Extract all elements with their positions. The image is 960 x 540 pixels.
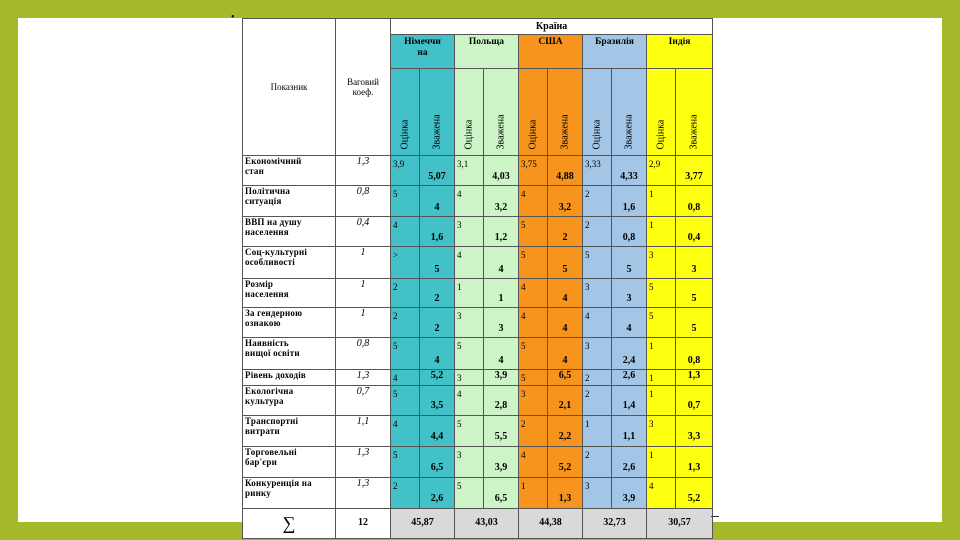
total-usa: 44,38 — [519, 508, 583, 538]
weight-cell: 1,3 — [336, 156, 391, 186]
country-header-brazil: Бразилія — [583, 35, 647, 69]
score-cell-usa: 4 — [519, 308, 548, 338]
sum-row — [243, 508, 713, 538]
indicator-cell — [243, 338, 336, 370]
indicator-line1: Наявність — [245, 338, 289, 348]
weighted-cell-germany: 4 — [420, 186, 455, 217]
score-cell-germany: 4 — [391, 217, 420, 247]
score-cell-usa: 1 — [519, 477, 548, 508]
weighted-cell-poland: 6,5 — [484, 477, 519, 508]
score-cell-poland: 5 — [455, 477, 484, 508]
score-cell-india: 1 — [647, 385, 676, 415]
table-corner-mark — [711, 516, 719, 517]
weighted-cell-usa: 2,2 — [548, 415, 583, 446]
indicator-line2: населення — [245, 289, 289, 300]
indicator-line1: Політична — [245, 186, 291, 196]
score-cell-usa: 5 — [519, 247, 548, 279]
indicator-line1: Екологічна — [245, 385, 294, 396]
table-wrapper — [223, 12, 717, 533]
weighted-cell-germany: 6,5 — [420, 446, 455, 477]
score-header-india — [647, 69, 676, 156]
score-cell-germany: 3,9 — [391, 156, 420, 186]
weighted-cell-germany: 4 — [420, 338, 455, 370]
score-cell-usa: 2 — [519, 415, 548, 446]
score-cell-poland: 3 — [455, 217, 484, 247]
country-name-line1: Німеччи — [404, 37, 441, 47]
score-label: Оцінка — [527, 119, 539, 149]
indicator-cell — [243, 247, 336, 279]
weighted-cell-brazil: 5 — [612, 247, 647, 279]
score-cell-poland: 5 — [455, 338, 484, 370]
weighted-cell-poland: 3 — [484, 308, 519, 338]
weighted-cell-germany: 2 — [420, 308, 455, 338]
indicator-cell — [243, 308, 336, 338]
score-cell-brazil: 2 — [583, 446, 612, 477]
table-row — [243, 415, 713, 446]
weighted-cell-usa: 5,2 — [548, 446, 583, 477]
weighted-cell-india: 3 — [676, 247, 713, 279]
weighted-cell-usa: 2,1 — [548, 385, 583, 415]
weighted-cell-germany: 2,6 — [420, 477, 455, 508]
indicator-line1: За гендерною — [245, 308, 303, 318]
weighted-cell-india: 3,77 — [676, 156, 713, 186]
indicator-line2: ситуація — [245, 196, 282, 207]
indicator-line1: Конкуренція на — [245, 477, 312, 488]
weight-cell: 0,7 — [336, 385, 391, 415]
weighted-cell-brazil: 0,8 — [612, 217, 647, 247]
weighted-cell-india: 5 — [676, 308, 713, 338]
score-cell-poland: 3,1 — [455, 156, 484, 186]
weighted-cell-poland: 3,9 — [484, 370, 519, 386]
indicator-cell — [243, 279, 336, 308]
score-label: Оцінка — [591, 119, 603, 149]
indicator-line2: ознакою — [245, 318, 281, 329]
weighted-label: Зважена — [623, 113, 635, 149]
score-cell-brazil: 2 — [583, 186, 612, 217]
indicator-line2: ринку — [245, 487, 271, 498]
indicator-line2: бар'єри — [245, 456, 277, 467]
weighted-header-usa — [548, 69, 583, 156]
score-cell-brazil: 5 — [583, 247, 612, 279]
score-cell-brazil: 2 — [583, 385, 612, 415]
score-cell-germany: 4 — [391, 415, 420, 446]
weighted-cell-germany: 5,2 — [420, 370, 455, 386]
weighted-cell-germany: 4,4 — [420, 415, 455, 446]
indicator-cell — [243, 186, 336, 217]
score-cell-brazil: 3 — [583, 279, 612, 308]
score-cell-poland: 3 — [455, 308, 484, 338]
weighted-cell-germany: 5 — [420, 247, 455, 279]
weighted-cell-usa: 4 — [548, 338, 583, 370]
score-cell-germany: 5 — [391, 446, 420, 477]
score-cell-usa: 4 — [519, 186, 548, 217]
weighted-cell-poland: 4,03 — [484, 156, 519, 186]
indicator-line1: Соц-культурні — [245, 247, 308, 257]
country-header-usa: США — [519, 35, 583, 69]
weighted-cell-brazil: 4 — [612, 308, 647, 338]
weighted-header-brazil — [612, 69, 647, 156]
weighted-cell-brazil: 2,6 — [612, 370, 647, 386]
weighted-cell-india: 0,8 — [676, 338, 713, 370]
score-cell-india: 1 — [647, 338, 676, 370]
weighted-cell-poland: 3,2 — [484, 186, 519, 217]
indicator-line2: особливості — [245, 257, 295, 268]
weighted-header-poland — [484, 69, 519, 156]
score-cell-usa: 5 — [519, 370, 548, 386]
score-cell-germany: 2 — [391, 308, 420, 338]
indicator-line2: вищої освіти — [245, 348, 300, 359]
weighted-cell-poland: 2,8 — [484, 385, 519, 415]
weighted-cell-india: 3,3 — [676, 415, 713, 446]
score-cell-germany: 5 — [391, 186, 420, 217]
indicator-cell — [243, 385, 336, 415]
score-header-poland — [455, 69, 484, 156]
country-group-header: Країна — [391, 19, 713, 35]
weighted-label: Зважена — [559, 113, 571, 149]
indicator-cell — [243, 370, 336, 386]
weighted-cell-poland: 1,2 — [484, 217, 519, 247]
weighted-cell-germany: 3,5 — [420, 385, 455, 415]
weighted-cell-poland: 4 — [484, 338, 519, 370]
weight-total: 12 — [336, 508, 391, 538]
weight-cell: 1,1 — [336, 415, 391, 446]
table-row — [243, 477, 713, 508]
score-cell-india: 5 — [647, 279, 676, 308]
score-cell-usa: 3 — [519, 385, 548, 415]
weighted-cell-brazil: 1,1 — [612, 415, 647, 446]
indicator-line1: Торговельні — [245, 446, 297, 457]
score-cell-poland: 1 — [455, 279, 484, 308]
score-header-germany — [391, 69, 420, 156]
weighted-cell-india: 0,8 — [676, 186, 713, 217]
indicator-line1: ВВП на душу — [245, 217, 302, 227]
weighted-cell-poland: 4 — [484, 247, 519, 279]
weighted-cell-brazil: 3 — [612, 279, 647, 308]
score-cell-india: 5 — [647, 308, 676, 338]
total-germany: 45,87 — [391, 508, 455, 538]
weight-header: Ваговий коеф. — [336, 19, 391, 156]
weighted-cell-poland: 5,5 — [484, 415, 519, 446]
weight-cell: 0,8 — [336, 338, 391, 370]
weighted-cell-usa: 4,88 — [548, 156, 583, 186]
weight-cell: 1,3 — [336, 446, 391, 477]
weighted-cell-usa: 4 — [548, 279, 583, 308]
score-cell-india: 3 — [647, 247, 676, 279]
score-cell-usa: 5 — [519, 338, 548, 370]
score-cell-brazil: 1 — [583, 415, 612, 446]
weight-cell: 1 — [336, 279, 391, 308]
weight-cell: 0,4 — [336, 217, 391, 247]
indicator-line1: Розмір — [245, 279, 274, 289]
weighted-cell-india: 5,2 — [676, 477, 713, 508]
score-cell-india: 1 — [647, 446, 676, 477]
weighted-cell-usa: 2 — [548, 217, 583, 247]
weighted-cell-brazil: 3,9 — [612, 477, 647, 508]
table-row — [243, 308, 713, 338]
weighted-cell-india: 1,3 — [676, 446, 713, 477]
weighted-cell-india: 0,4 — [676, 217, 713, 247]
weighted-cell-poland: 3,9 — [484, 446, 519, 477]
score-cell-germany: 2 — [391, 279, 420, 308]
weighted-cell-india: 5 — [676, 279, 713, 308]
score-cell-brazil: 4 — [583, 308, 612, 338]
table-row — [243, 279, 713, 308]
score-cell-brazil: 3 — [583, 477, 612, 508]
table-row — [243, 247, 713, 279]
weighted-cell-usa: 5 — [548, 247, 583, 279]
indicator-line1: Рівень доходів — [245, 370, 306, 380]
score-cell-germany: 4 — [391, 370, 420, 386]
score-cell-india: 3 — [647, 415, 676, 446]
indicator-line2: населення — [245, 227, 289, 238]
score-cell-germany: 5 — [391, 338, 420, 370]
slide — [18, 12, 942, 533]
weighted-header-germany — [420, 69, 455, 156]
score-cell-germany: 5 — [391, 385, 420, 415]
indicator-cell — [243, 446, 336, 477]
country-header-poland: Польща — [455, 35, 519, 69]
weighted-cell-usa: 6,5 — [548, 370, 583, 386]
score-cell-india: 1 — [647, 186, 676, 217]
score-cell-india: 2,9 — [647, 156, 676, 186]
score-cell-india: 1 — [647, 370, 676, 386]
score-cell-germany: > — [391, 247, 420, 279]
indicator-line1: Економічний — [245, 156, 302, 166]
weighted-cell-brazil: 1,4 — [612, 385, 647, 415]
score-cell-usa: 5 — [519, 217, 548, 247]
indicator-header: Показник — [243, 19, 336, 156]
weight-cell: 1 — [336, 247, 391, 279]
weighted-cell-brazil: 2,6 — [612, 446, 647, 477]
score-cell-usa: 4 — [519, 279, 548, 308]
table-row — [243, 217, 713, 247]
score-cell-poland: 5 — [455, 415, 484, 446]
table-row — [243, 156, 713, 186]
weighted-cell-poland: 1 — [484, 279, 519, 308]
weight-cell: 0,8 — [336, 186, 391, 217]
weighted-cell-germany: 1,6 — [420, 217, 455, 247]
table-row — [243, 385, 713, 415]
table-row — [243, 446, 713, 477]
score-label: Оцінка — [399, 119, 411, 149]
sum-symbol: ∑ — [243, 508, 336, 538]
indicator-line2: стан — [245, 166, 265, 177]
weighted-cell-brazil: 2,4 — [612, 338, 647, 370]
weighted-cell-brazil: 1,6 — [612, 186, 647, 217]
weight-cell: 1,3 — [336, 370, 391, 386]
country-name-line2: на — [417, 47, 428, 58]
score-cell-poland: 4 — [455, 186, 484, 217]
score-cell-india: 1 — [647, 217, 676, 247]
weight-cell: 1,3 — [336, 477, 391, 508]
indicator-cell — [243, 217, 336, 247]
indicator-line1: Транспортні — [245, 415, 299, 426]
indicator-line2: культура — [245, 395, 284, 406]
weighted-cell-india: 0,7 — [676, 385, 713, 415]
total-poland: 43,03 — [455, 508, 519, 538]
weighted-header-india — [676, 69, 713, 156]
total-india: 30,57 — [647, 508, 713, 538]
total-brazil: 32,73 — [583, 508, 647, 538]
score-cell-brazil: 2 — [583, 217, 612, 247]
score-cell-usa: 4 — [519, 446, 548, 477]
weighted-cell-india: 1,3 — [676, 370, 713, 386]
score-cell-germany: 2 — [391, 477, 420, 508]
table-row — [243, 338, 713, 370]
score-header-usa — [519, 69, 548, 156]
indicator-cell — [243, 156, 336, 186]
table-row — [243, 370, 713, 386]
score-cell-brazil: 2 — [583, 370, 612, 386]
country-header-india: Індія — [647, 35, 713, 69]
weighted-cell-usa: 1,3 — [548, 477, 583, 508]
score-cell-poland: 4 — [455, 385, 484, 415]
score-cell-poland: 3 — [455, 446, 484, 477]
weighted-label: Зважена — [495, 113, 507, 149]
score-cell-india: 4 — [647, 477, 676, 508]
weighted-label: Зважена — [688, 113, 700, 149]
score-label: Оцінка — [463, 119, 475, 149]
weighted-label: Зважена — [431, 113, 443, 149]
indicator-cell — [243, 477, 336, 508]
weight-cell: 1 — [336, 308, 391, 338]
score-cell-usa: 3,75 — [519, 156, 548, 186]
score-header-brazil — [583, 69, 612, 156]
indicator-line2: витрати — [245, 425, 280, 436]
score-cell-poland: 4 — [455, 247, 484, 279]
country-rating-table — [242, 18, 713, 539]
weighted-cell-germany: 5,07 — [420, 156, 455, 186]
score-cell-brazil: 3,33 — [583, 156, 612, 186]
indicator-cell — [243, 415, 336, 446]
weighted-cell-usa: 4 — [548, 308, 583, 338]
bullet-dot: • — [231, 12, 235, 23]
score-label: Оцінка — [655, 119, 667, 149]
weighted-cell-usa: 3,2 — [548, 186, 583, 217]
weighted-cell-germany: 2 — [420, 279, 455, 308]
score-cell-brazil: 3 — [583, 338, 612, 370]
country-header-germany — [391, 35, 455, 69]
score-cell-poland: 3 — [455, 370, 484, 386]
table-row — [243, 186, 713, 217]
weighted-cell-brazil: 4,33 — [612, 156, 647, 186]
